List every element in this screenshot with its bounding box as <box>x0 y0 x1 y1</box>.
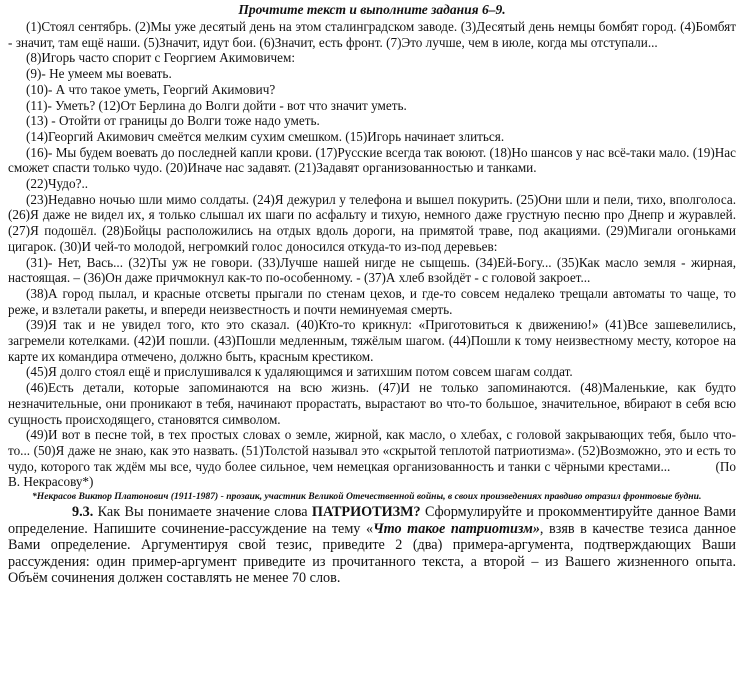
task-9-3 <box>8 504 736 587</box>
source-attribution: (По В. Некрасову*) <box>8 458 736 490</box>
task-text-1: Как Вы понимаете значение слова <box>93 504 312 521</box>
text-paragraph-16-body: (49)И вот в песне той, в тех простых словах о земле, жирной, как масло, о хлебах, с головой закрывающих тебя, было что-то... (50)Я даже не знаю, как это назвать. (51)Толстой называл это «скрытой теплотой патриотизма». (52)Возможно, это и есть то чудо, которого так ждём мы все, чудо более сильное, чем немецкая организованность и танки с чёрными крестами... <box>8 427 736 474</box>
text-paragraph-2: (8)Игорь часто спорит с Георгием Акимовичем: <box>26 50 295 66</box>
text-paragraph-1: (1)Стоял сентябрь. (2)Мы уже десятый день на этом сталинградском заводе. (3)Десятый день немцы бомбят город. (4)Бомбят - значит, там ещё наши. (5)Значит, идут бои. (6)Значит, есть фронт. (7)Это лучше, чем в июле, когда мы отступали... <box>8 19 736 50</box>
document-title: Прочтите текст и выполните задания 6–9. <box>238 2 506 17</box>
text-paragraph-16 <box>8 427 736 490</box>
task-number: 9.3. <box>72 504 94 521</box>
text-paragraph-8: (16)- Мы будем воевать до последней капли крови. (17)Русские всегда так воюют. (18)Но шансов у нас всё-таки мало. (19)Нас сможет спасти только чудо. (20)Иначе нас задавят. (21)Задавят организованностью и танками. <box>8 144 736 176</box>
task-theme: Что такое патриотизм» <box>373 520 540 537</box>
text-paragraph-14: (45)Я долго стоял ещё и прислушивался к удаляющимся и затихшим потом совсем шагам солдат. <box>26 364 573 380</box>
text-paragraph-5: (11)- Уметь? (12)От Берлина до Волги дойти - вот что значит уметь. <box>26 97 407 113</box>
text-paragraph-12: (38)А город пылал, и красные отсветы прыгали по стенам цехов, и где-то совсем недалеко трещали автоматы то чаще, то реже, и взлетали ракеты, и впереди неизвестность и почти неминуемая смерть. <box>8 285 736 317</box>
task-text-3: , взяв в качестве тезиса данное Вами определение. Аргументируя свой тезис, приведите 2 (два) примера-аргумента, подтверждающих Ваши рассуждения: один пример-аргумент приведите из прочитанного текста, а второй – из Вашего жизненного опыта. Объём сочинения должен составлять не менее 70 слов. <box>8 520 736 587</box>
text-paragraph-7: (14)Георгий Акимович смеётся мелким сухим смешком. (15)Игорь начинает злиться. <box>26 128 505 144</box>
text-paragraph-13: (39)Я так и не увидел того, кто это сказал. (40)Кто-то крикнул: «Приготовиться к движению!» (41)Все зашевелились, загремели котелками. (42)И пошли. (43)Пошли медленным, тяжёлым шагом. (44)Пошли к тому неизвестному месту, которое на карте их командира отмечено, должно быть, красным крестиком. <box>8 317 736 364</box>
author-footnote: *Некрасов Виктор Платонович (1911-1987) - прозаик, участник Великой Отечественной войны, в своих произведениях правдиво отразил фронтовые будни. <box>32 491 702 503</box>
text-paragraph-15: (46)Есть детали, которые запоминаются на всю жизнь. (47)И не только запоминаются. (48)Маленькие, как будто незначительные, они проникают в тебя, начинают прорастать, вырастают во что-то большое, значительное, вбирают в себя всю сущность происходящего, становятся символом. <box>8 380 736 427</box>
text-paragraph-10: (23)Недавно ночью шли мимо солдаты. (24)Я дежурил у телефона и вышел покурить. (25)Они шли и пели, тихо, вполголоса. (26)Я даже не видел их, я только слышал их шаги по асфальту и тихую, немного даже грустную песню про Днепр и журавлей. (27)Я подошёл. (28)Бойцы расположились на отдых вдоль дороги, на примятой траве, под акациями. (29)Мигали огоньками цигарок. (30)И чей-то молодой, негромкий голос доносился откуда-то из-под деревьев: <box>8 191 736 254</box>
text-paragraph-3: (9)- Не умеем мы воевать. <box>26 66 172 82</box>
task-text-2: Сформулируйте и прокомментируйте данное Вами определение. Напишите сочинение-рассуждение на тему « <box>8 504 736 537</box>
text-paragraph-4: (10)- А что такое уметь, Георгий Акимович? <box>26 81 276 97</box>
text-paragraph-11: (31)- Нет, Вась... (32)Ты уж не говори. (33)Лучше нашей нигде не сыщешь. (34)Ей-Богу... (35)Как масло земля - жирная, настоящая. – (36)Он даже причмокнул как-то по-особенному. - (37)А хлеб взойдёт - с головой закроет... <box>8 254 736 286</box>
task-keyword: ПАТРИОТИЗМ? <box>311 504 421 521</box>
text-paragraph-6: (13) - Отойти от границы до Волги тоже надо уметь. <box>26 113 320 129</box>
text-paragraph-9: (22)Чудо?.. <box>26 176 89 192</box>
